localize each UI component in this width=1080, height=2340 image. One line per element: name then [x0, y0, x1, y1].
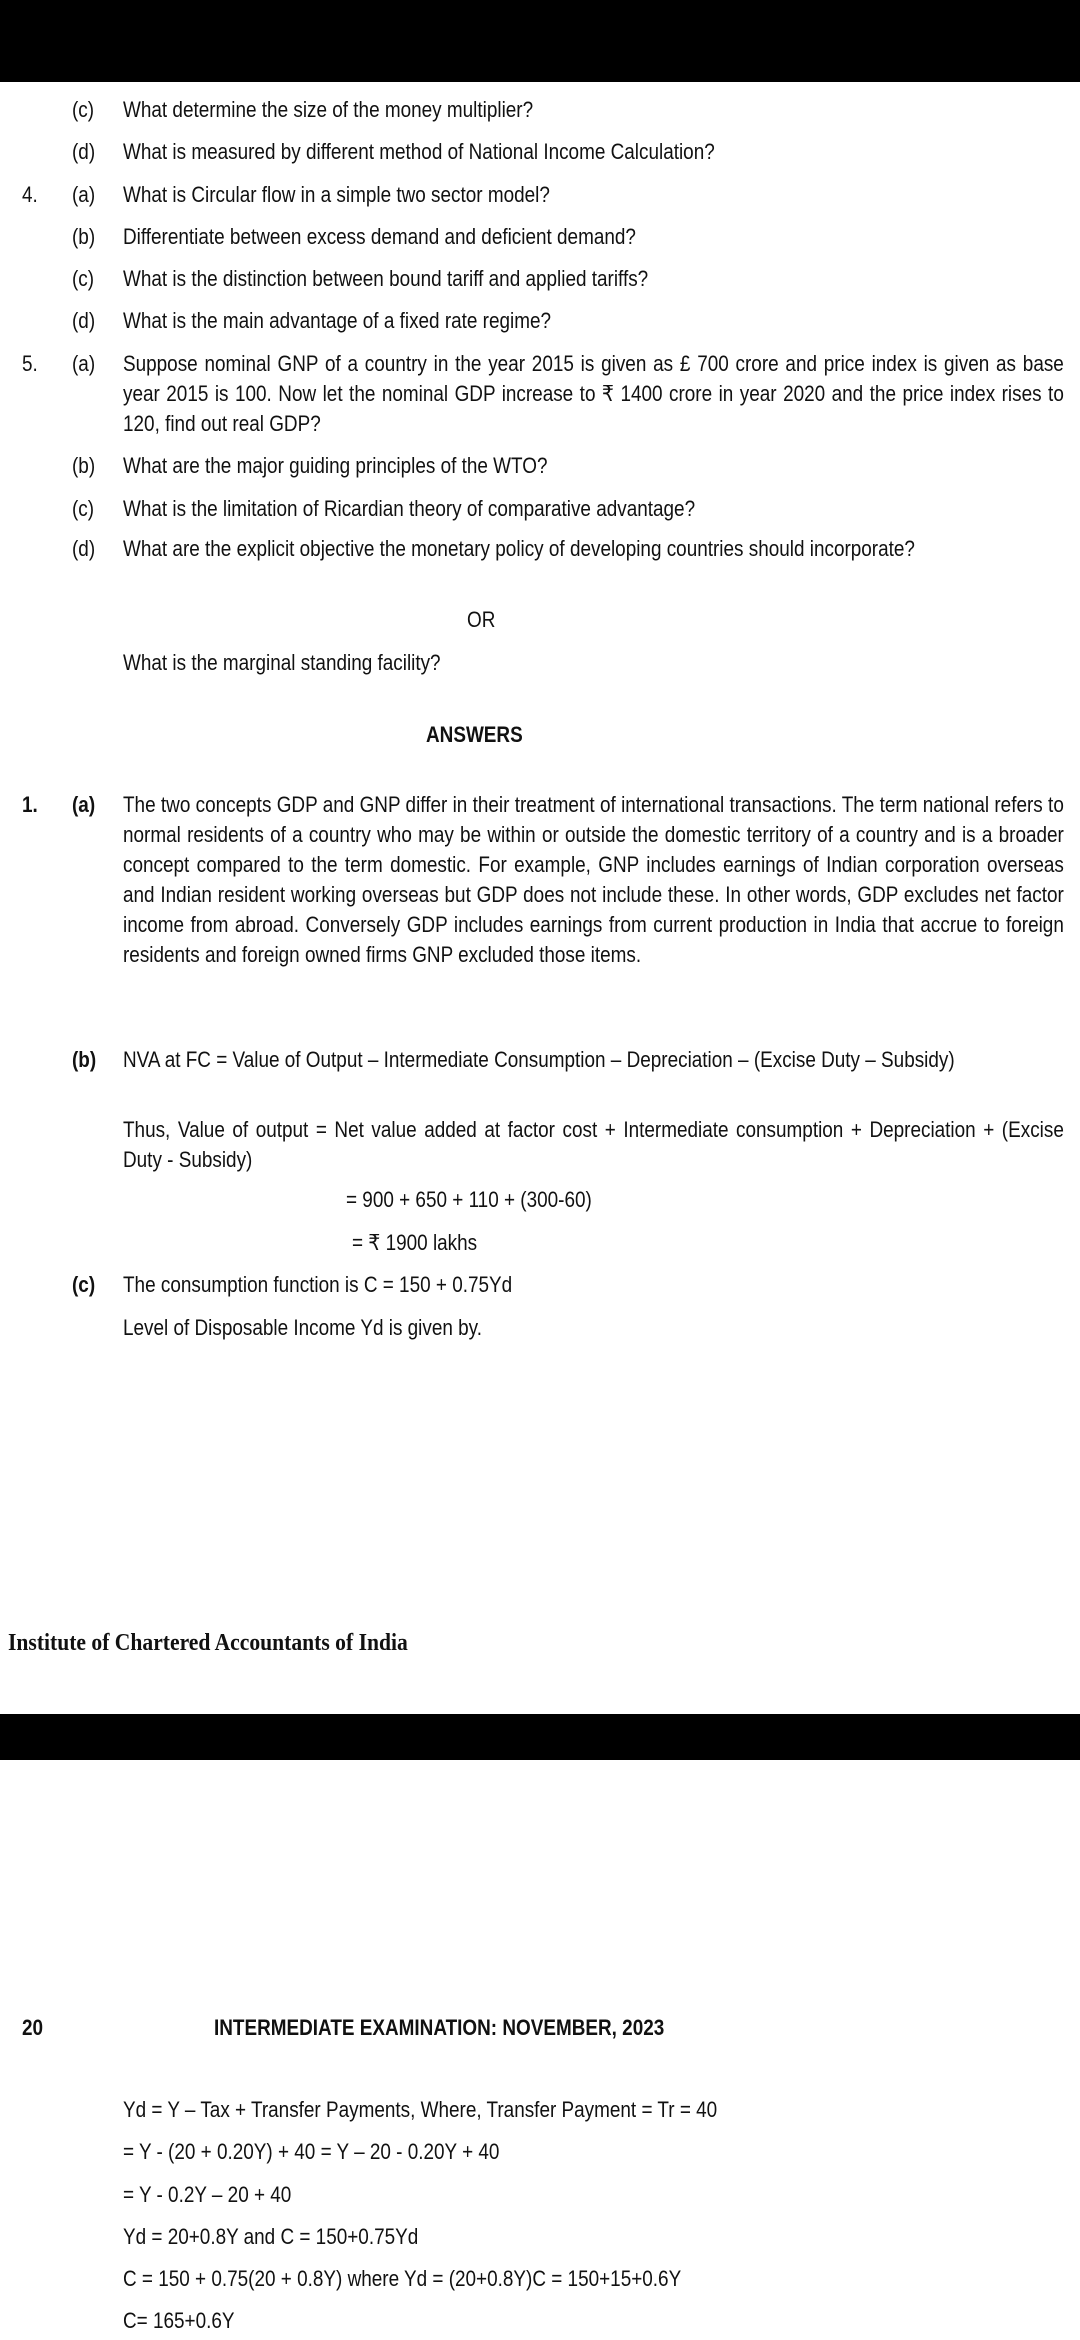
answer-text: The two concepts GDP and GNP differ in their treatment of international transactions. The term national refers to normal residents of a country who may be within or outside the domestic territory of a country and is a broader concept compared to the term domestic. For example, GNP includes earnings of Indian corporation overseas and Indian resident working overseas but GDP does not include these. In other words, GDP excludes net factor income from abroad. Conversely GDP includes earnings from current production in India that accrue to foreign residents and foreign owned firms GNP excluded those items. — [123, 792, 1064, 967]
equation-line: C = 150 + 0.75(20 + 0.8Y) where Yd = (20+0.8Y)C = 150+15+0.6Y — [123, 2266, 682, 2291]
page-number: 20 — [22, 2015, 44, 2040]
answer-letter: (b) — [72, 1047, 97, 1072]
question-text: What is Circular flow in a simple two sector model? — [123, 182, 550, 207]
equation-line: = Y - (20 + 0.20Y) + 40 = Y – 20 - 0.20Y + 40 — [123, 2139, 500, 2164]
question-letter: (a) — [72, 182, 96, 207]
question-letter: (d) — [72, 139, 96, 164]
question-text: What is the main advantage of a fixed rate regime? — [123, 308, 552, 333]
question-text: Differentiate between excess demand and deficient demand? — [123, 224, 636, 249]
calculation-line: = 900 + 650 + 110 + (300-60) — [346, 1187, 592, 1212]
answer-text: Thus, Value of output = Net value added at factor cost + Intermediate consumption + Depreciation + (Excise Duty - Subsidy) — [123, 1117, 1064, 1172]
equation-line: Yd = 20+0.8Y and C = 150+0.75Yd — [123, 2224, 419, 2249]
question-text: What determine the size of the money multiplier? — [123, 97, 534, 122]
question-text: What are the explicit objective the monetary policy of developing countries should incorporate? — [123, 536, 915, 561]
question-letter: (b) — [72, 224, 96, 249]
question-text: What are the major guiding principles of the WTO? — [123, 453, 548, 478]
question-letter: (b) — [72, 453, 96, 478]
question-letter: (a) — [72, 351, 96, 376]
or-separator: OR — [467, 607, 496, 632]
question-number: 5. — [22, 351, 38, 376]
question-text: What is the limitation of Ricardian theory of comparative advantage? — [123, 496, 696, 521]
answers-heading: ANSWERS — [426, 722, 523, 747]
question-letter: (c) — [72, 496, 95, 521]
answer-letter: (a) — [72, 792, 96, 817]
question-number: 4. — [22, 182, 38, 207]
question-text: What is measured by different method of National Income Calculation? — [123, 139, 715, 164]
question-text: Suppose nominal GNP of a country in the year 2015 is given as £ 700 crore and price index is given as base year 2015 is 100. Now let the nominal GDP increase to ₹ 1400 crore in year 2020 and the price index rises to 120, find out real GDP? — [123, 351, 1064, 436]
page-header-title: INTERMEDIATE EXAMINATION: NOVEMBER, 2023 — [214, 2015, 665, 2040]
equation-line: Yd = Y – Tax + Transfer Payments, Where, Transfer Payment = Tr = 40 — [123, 2097, 718, 2122]
question-letter: (c) — [72, 97, 95, 122]
or-question: What is the marginal standing facility? — [123, 650, 441, 675]
footer-institute: Institute of Chartered Accountants of India — [8, 1630, 408, 1656]
answer-letter: (c) — [72, 1272, 96, 1297]
question-text: What is the distinction between bound tariff and applied tariffs? — [123, 266, 649, 291]
page-gap-black-bar — [0, 1714, 1080, 1760]
answer-number: 1. — [22, 792, 38, 817]
calculation-result: = ₹ 1900 lakhs — [352, 1230, 478, 1255]
equation-line: = Y - 0.2Y – 20 + 40 — [123, 2182, 292, 2207]
top-black-bar — [0, 0, 1080, 82]
answer-text: Level of Disposable Income Yd is given by. — [123, 1315, 482, 1340]
equation-line: C= 165+0.6Y — [123, 2308, 235, 2333]
question-letter: (d) — [72, 308, 96, 333]
answer-text: The consumption function is C = 150 + 0.75Yd — [123, 1272, 513, 1297]
answer-text: NVA at FC = Value of Output – Intermediate Consumption – Depreciation – (Excise Duty – Subsidy) — [123, 1047, 955, 1072]
question-letter: (c) — [72, 266, 95, 291]
question-letter: (d) — [72, 536, 96, 561]
